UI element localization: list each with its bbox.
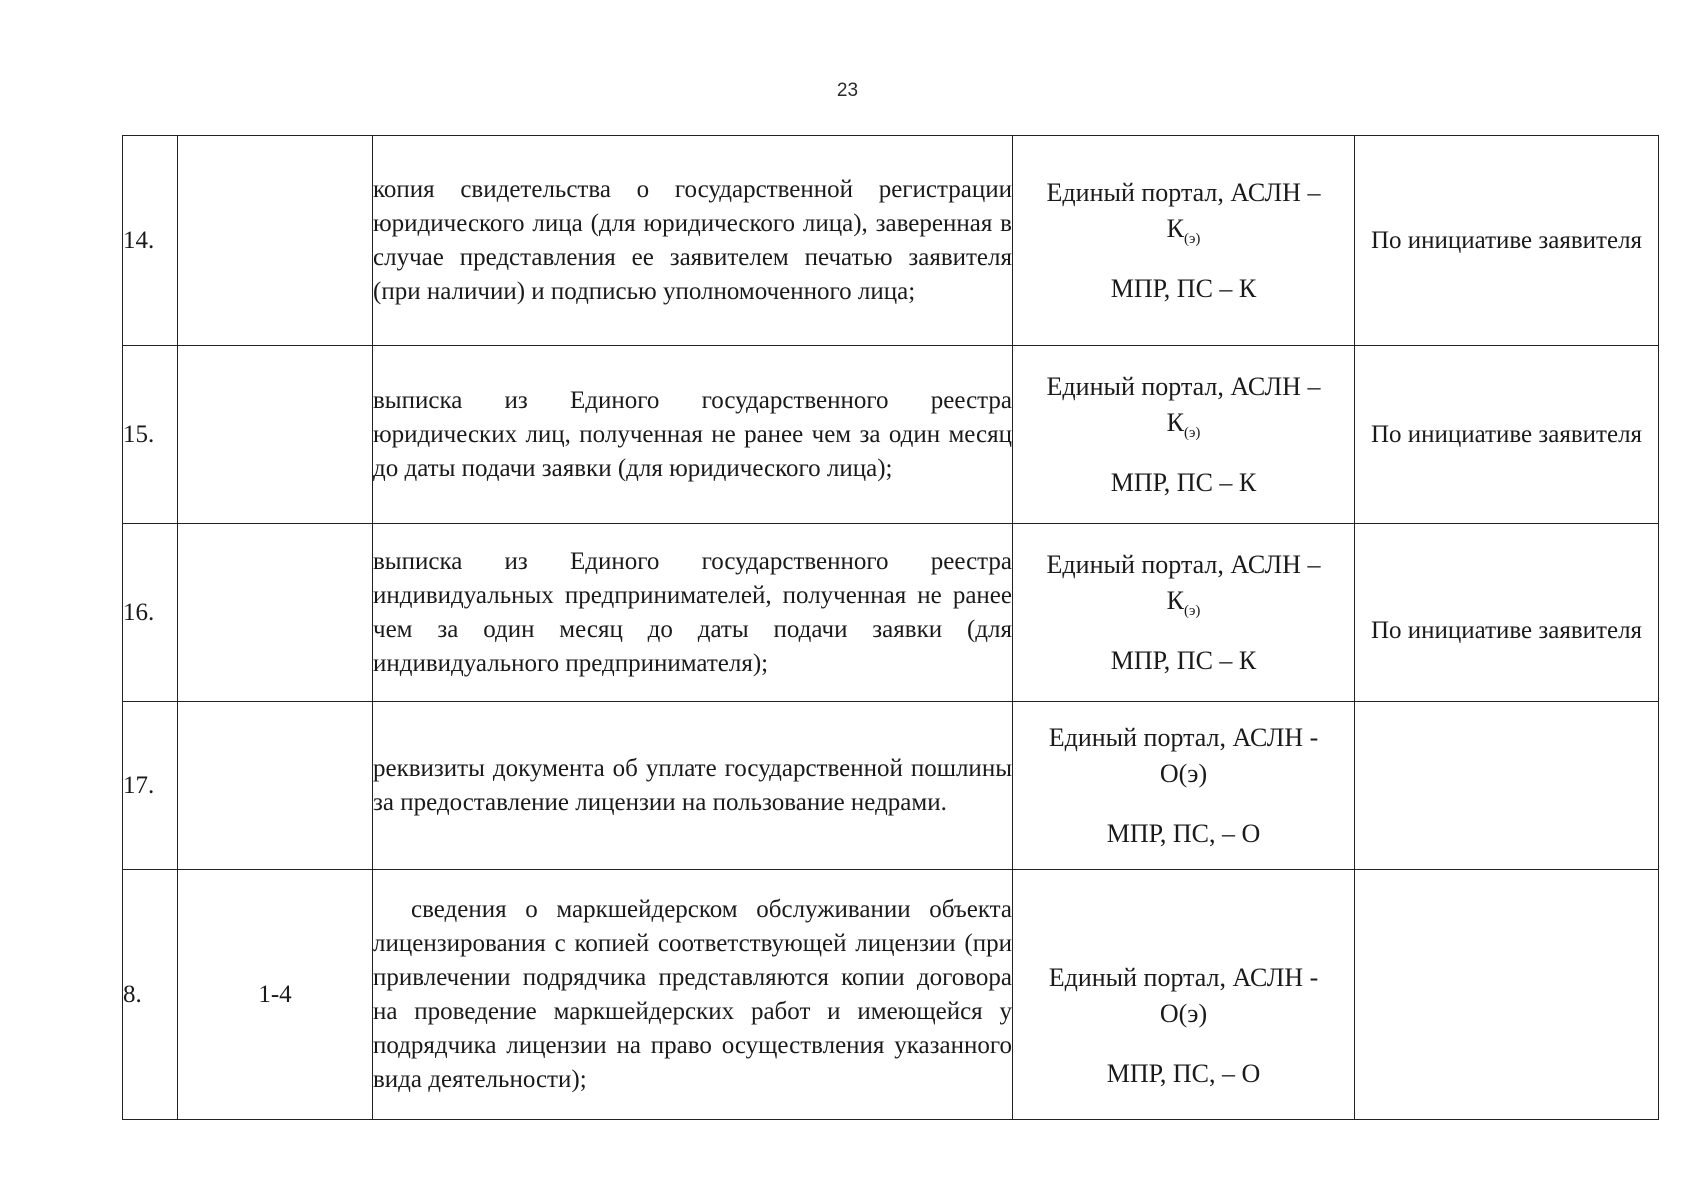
row-reference (178, 136, 373, 346)
row-reference (178, 346, 373, 524)
source-line-2 (1013, 996, 1354, 1042)
row-description: выписка из Единого государственного реестра юридических лиц, полученная не ранее чем за один месяц до даты подачи заявки (для юридического лица); (373, 346, 1013, 524)
row-description: копия свидетельства о государственной регистрации юридического лица (для юридического лица), заверенная в случае представления ее заявителем печатью заявителя (при наличии) и подписью уполномоченного лица; (373, 136, 1013, 346)
source-line-3: МПР, ПС, – О (1106, 818, 1261, 848)
source-subscript: (э) (1183, 230, 1201, 247)
source-subscript: (э) (1183, 602, 1201, 619)
row-source (1013, 524, 1355, 702)
row-number: 15. (123, 346, 178, 524)
source-subscript: (э) (1183, 424, 1201, 441)
source-letter: О(э) (1159, 758, 1208, 788)
row-number: 17. (123, 702, 178, 870)
source-line-1: Единый портал, АСЛН - (1048, 962, 1319, 992)
source-line-1: Единый портал, АСЛН – (1046, 371, 1321, 401)
row-source (1013, 136, 1355, 346)
source-line-3: МПР, ПС – К (1110, 645, 1257, 675)
row-note (1355, 702, 1659, 870)
row-note: По инициативе заявителя (1355, 346, 1659, 524)
row-reference (178, 524, 373, 702)
row-note: По инициативе заявителя (1355, 136, 1659, 346)
page-number: 23 (836, 80, 859, 101)
row-note: По инициативе заявителя (1355, 524, 1659, 702)
requirements-table (122, 135, 1659, 1120)
table-row (123, 702, 1659, 870)
source-line-3: МПР, ПС, – О (1106, 1058, 1261, 1088)
row-description: реквизиты документа об уплате государственной пошлины за предоставление лицензии на пользование недрами. (373, 702, 1013, 870)
row-description: выписка из Единого государственного реестра индивидуальных предпринимателей, полученная не ранее чем за один месяц до даты подачи заявки (для индивидуального предпринимателя); (373, 524, 1013, 702)
row-source (1013, 870, 1355, 1120)
source-line-1: Единый портал, АСЛН – (1046, 549, 1321, 579)
table-row (123, 524, 1659, 702)
row-description (373, 870, 1013, 1120)
source-line-2 (1013, 583, 1354, 629)
source-line-3: МПР, ПС – К (1110, 273, 1257, 303)
source-letter: О(э) (1159, 998, 1208, 1028)
row-number: 8. (123, 870, 178, 1120)
source-line-1: Единый портал, АСЛН – (1046, 177, 1321, 207)
row-source (1013, 346, 1355, 524)
source-letter: К (1166, 407, 1184, 437)
row-source (1013, 702, 1355, 870)
table-row (123, 346, 1659, 524)
table-row (123, 870, 1659, 1120)
row-description-text: сведения о маркшейдерском обслуживании объекта лицензирования с копией соответствующей лицензии (при привлечении подрядчика представляются копии договора на проведение маркшейдерских работ и имеющейся у подрядчика лицензии на право осуществления указанного вида деятельности); (373, 895, 1012, 1093)
source-line-2 (1013, 405, 1354, 451)
table-row (123, 136, 1659, 346)
source-letter: К (1166, 213, 1184, 243)
row-note (1355, 870, 1659, 1120)
source-letter: К (1166, 585, 1184, 615)
source-line-3: МПР, ПС – К (1110, 467, 1257, 497)
row-reference: 1-4 (178, 870, 373, 1120)
source-line-2 (1013, 211, 1354, 257)
source-line-1: Единый портал, АСЛН - (1048, 722, 1319, 752)
row-number: 16. (123, 524, 178, 702)
source-line-2 (1013, 756, 1354, 802)
row-number: 14. (123, 136, 178, 346)
row-reference (178, 702, 373, 870)
